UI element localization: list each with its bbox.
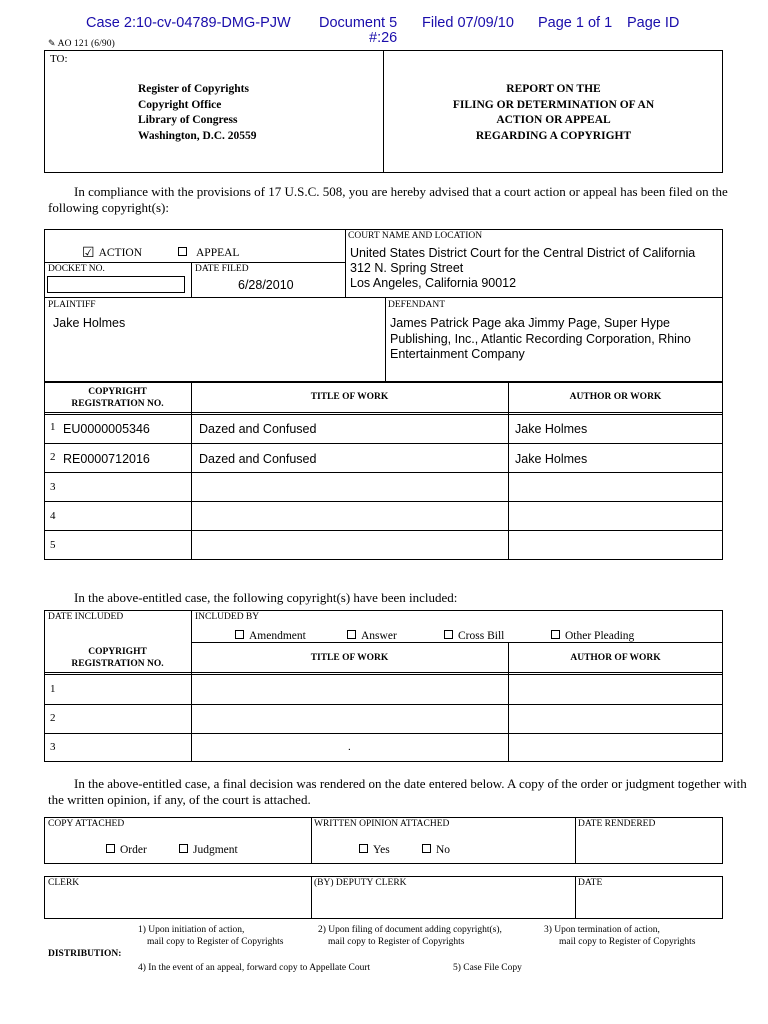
plaintiff-value: Jake Holmes (53, 316, 126, 330)
court-address (350, 246, 695, 291)
row-number: 3 (50, 741, 56, 753)
judgment-label: Judgment (193, 844, 238, 856)
answer-label: Answer (361, 630, 397, 642)
defendant-label: DEFENDANT (388, 300, 445, 310)
order-checkbox[interactable] (106, 840, 147, 858)
court-line: 312 N. Spring Street (350, 261, 464, 275)
distribution-line: 1) Upon initiation of action, (138, 925, 245, 935)
distribution-item-5: 5) Case File Copy (453, 963, 522, 973)
row-number: 3 (50, 481, 56, 493)
stray-dot: . (348, 741, 351, 753)
written-opinion-label: WRITTEN OPINION ATTACHED (314, 819, 450, 829)
empty-checkbox-icon (359, 844, 368, 853)
copy-attached-label: COPY ATTACHED (48, 819, 125, 829)
action-label: ACTION (98, 247, 143, 259)
col-author-header: AUTHOR OF WORK (570, 653, 661, 663)
row-number: 5 (50, 539, 56, 551)
docket-label: DOCKET NO. (48, 264, 105, 274)
header-line: COPYRIGHT (88, 647, 147, 657)
included-paragraph: In the above-entitled case, the following copyright(s) have been included: (74, 590, 458, 605)
court-line: United States District Court for the Central District of California (350, 246, 696, 260)
empty-checkbox-icon (422, 844, 431, 853)
distribution-item-1 (138, 924, 283, 948)
empty-checkbox-icon (444, 630, 453, 639)
col-registration-header (44, 386, 191, 410)
address-line: Washington, D.C. 20559 (138, 129, 257, 142)
empty-checkbox-icon (347, 630, 356, 639)
register-address (138, 82, 257, 144)
cross-bill-label: Cross Bill (458, 630, 505, 642)
action-checkbox[interactable] (82, 243, 142, 261)
included-by-label: INCLUDED BY (195, 612, 260, 622)
address-line: Copyright Office (138, 98, 222, 111)
defendant-value (390, 316, 691, 363)
cross-bill-checkbox[interactable] (444, 626, 504, 644)
row-number: 2 (50, 451, 56, 463)
col-author-header: AUTHOR OR WORK (569, 392, 662, 402)
col-title-header: TITLE OF WORK (310, 392, 389, 402)
header-line: COPYRIGHT (88, 387, 147, 397)
court-line: Los Angeles, California 90012 (350, 276, 517, 290)
docket-field[interactable] (47, 276, 185, 293)
answer-checkbox[interactable] (347, 626, 397, 644)
distribution-line: mail copy to Register of Copyrights (147, 937, 284, 947)
address-line: Register of Copyrights (138, 83, 249, 95)
date-rendered-label: DATE RENDERED (578, 819, 656, 829)
empty-checkbox-icon (235, 630, 244, 639)
clerk-date-label: DATE (578, 878, 603, 888)
filed-date: Filed 07/09/10 (422, 15, 514, 31)
plaintiff-label: PLAINTIFF (48, 300, 96, 310)
registration-number: RE0000712016 (63, 452, 150, 466)
empty-checkbox-icon (179, 844, 188, 853)
title-of-work: Dazed and Confused (199, 422, 317, 436)
no-label: No (436, 844, 451, 856)
court-label: COURT NAME AND LOCATION (348, 231, 483, 241)
title-of-work: Dazed and Confused (199, 452, 317, 466)
appeal-checkbox[interactable] (178, 243, 239, 261)
checked-box-icon: ☑ (82, 246, 95, 261)
empty-checkbox-icon (106, 844, 115, 853)
empty-checkbox-icon (178, 247, 187, 256)
clerk-label: CLERK (48, 878, 80, 888)
row-number: 1 (50, 683, 56, 695)
header-line: REGISTRATION NO. (71, 399, 164, 409)
author: Jake Holmes (515, 452, 588, 466)
row-number: 1 (50, 421, 56, 433)
date-included-label: DATE INCLUDED (48, 612, 124, 622)
other-pleading-checkbox[interactable] (551, 626, 634, 644)
judgment-checkbox[interactable] (179, 840, 238, 858)
row-number: 2 (50, 712, 56, 724)
distribution-line: mail copy to Register of Copyrights (559, 937, 696, 947)
order-label: Order (120, 844, 147, 856)
distribution-item-4: 4) In the event of an appeal, forward copy to Appellate Court (138, 963, 371, 973)
defendant-line: Publishing, Inc., Atlantic Recording Corporation, Rhino (390, 331, 691, 346)
address-line: Library of Congress (138, 114, 238, 126)
distribution-line: mail copy to Register of Copyrights (328, 937, 465, 947)
page-id-label: Page ID (627, 15, 680, 31)
appeal-label: APPEAL (196, 247, 240, 259)
empty-checkbox-icon (551, 630, 560, 639)
other-pleading-label: Other Pleading (565, 630, 635, 642)
report-title-line: FILING OR DETERMINATION OF AN (452, 98, 655, 111)
amendment-label: Amendment (249, 630, 306, 642)
col-title-header: TITLE OF WORK (310, 653, 389, 663)
header-line: REGISTRATION NO. (71, 659, 164, 669)
yes-label: Yes (373, 844, 390, 856)
report-title (384, 82, 723, 144)
deputy-clerk-label: (BY) DEPUTY CLERK (314, 878, 407, 888)
document-number: Document 5 (319, 15, 398, 31)
distribution-label: DISTRIBUTION: (48, 949, 122, 959)
defendant-line: James Patrick Page aka Jimmy Page, Super Hype (390, 316, 670, 330)
case-number: Case 2:10-cv-04789-DMG-PJW (86, 15, 291, 31)
page-count: Page 1 of 1 (538, 15, 613, 31)
page-id-number: #:26 (369, 30, 398, 46)
defendant-line: Entertainment Company (390, 347, 525, 361)
distribution-line: 2) Upon filing of document adding copyright(s), (318, 925, 502, 935)
row-number: 4 (50, 510, 56, 522)
date-filed-value: 6/28/2010 (238, 278, 294, 292)
distribution-item-2 (318, 924, 502, 948)
amendment-checkbox[interactable] (235, 626, 306, 644)
pencil-icon: ✎ (48, 38, 56, 48)
report-title-line: REGARDING A COPYRIGHT (475, 129, 632, 142)
date-filed-label: DATE FILED (195, 264, 249, 274)
no-checkbox[interactable] (422, 840, 450, 858)
decision-paragraph: In the above-entitled case, a final decision was rendered on the date entered below. A copy of the order or judgment together with the written opinion, if any, of the court is attached. (48, 776, 747, 807)
form-number (48, 38, 115, 49)
col-registration-header (44, 646, 191, 670)
distribution-item-3 (544, 924, 695, 948)
yes-checkbox[interactable] (359, 840, 390, 858)
registration-number: EU0000005346 (63, 422, 150, 436)
form-number-text: AO 121 (6/90) (57, 39, 115, 49)
author: Jake Holmes (515, 422, 588, 436)
report-title-line: REPORT ON THE (506, 83, 601, 95)
distribution-line: 3) Upon termination of action, (544, 925, 660, 935)
intro-paragraph: In compliance with the provisions of 17 U.S.C. 508, you are hereby advised that a court action or appeal has been filed on the following copyright(s): (48, 184, 728, 215)
to-label: TO: (50, 53, 68, 65)
report-title-line: ACTION OR APPEAL (496, 114, 611, 126)
